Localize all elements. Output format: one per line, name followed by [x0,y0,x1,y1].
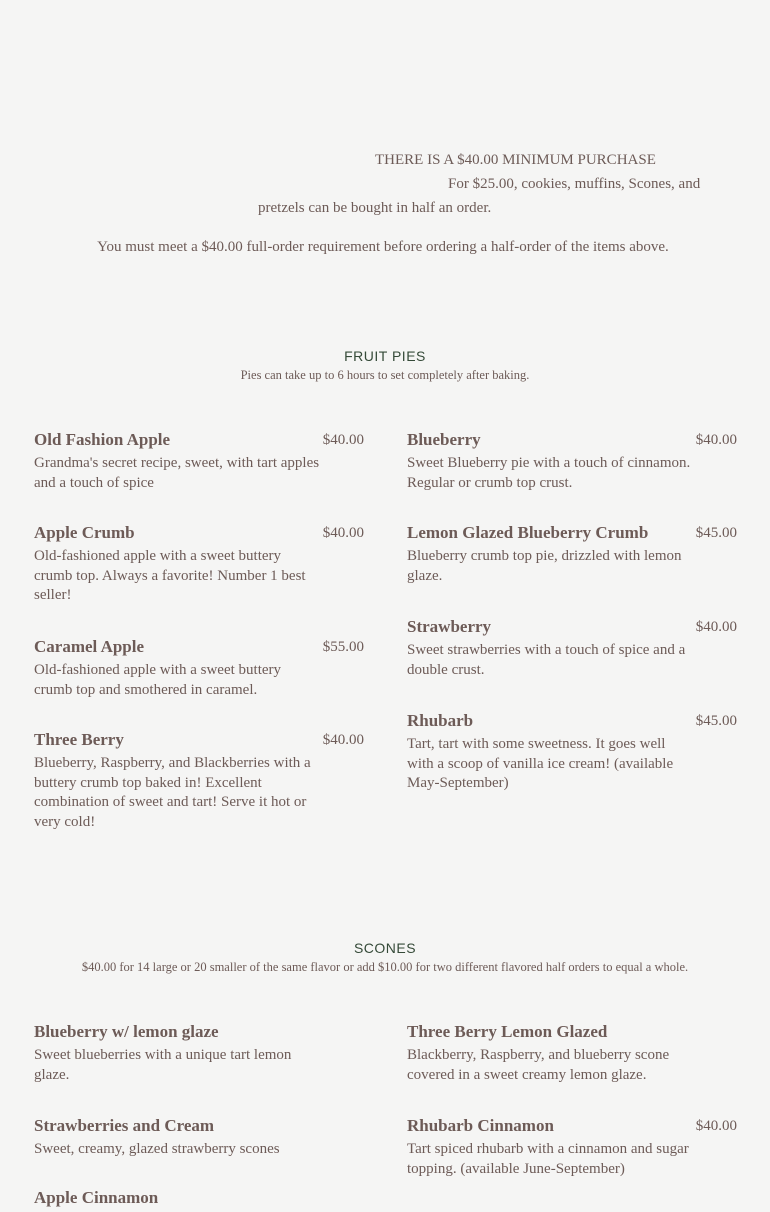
item-description: Sweet, creamy, glazed strawberry scones [34,1141,280,1157]
item-name: Apple Cinnamon [34,1188,159,1207]
item-name: Caramel Apple [34,637,145,656]
item-price: $55.00 [322,639,364,655]
menu-item-three-berry [34,729,364,832]
half-order-notice-line1: For $25.00, cookies, muffins, Scones, and [448,176,701,192]
item-name: Strawberries and Cream [34,1116,215,1135]
item-price: $40.00 [695,1118,737,1134]
menu-item-strawberry [407,616,737,680]
menu-item-old-fashion-apple [34,429,364,493]
item-price: $45.00 [695,713,737,729]
item-price: $40.00 [322,732,364,748]
menu-item-rhubarb-cinnamon [407,1115,737,1179]
item-description: Sweet blueberries with a unique tart lemon glaze. [34,1047,292,1083]
menu-item-apple-cinnamon [34,1187,364,1212]
scones-subtitle: $40.00 for 14 large or 20 smaller of the same flavor or add $10.00 for two different flavored half orders to equal a whole. [81,960,689,974]
item-price: $45.00 [695,525,737,541]
menu-item-apple-crumb [34,522,364,606]
full-order-requirement-notice: You must meet a $40.00 full-order requirement before ordering a half-order of the items above. [97,239,669,255]
item-name: Three Berry Lemon Glazed [407,1022,608,1041]
item-description: Old-fashioned apple with a sweet buttery crumb top. Always a favorite! Number 1 best seller! [34,548,306,604]
menu-item-blueberry [407,429,737,493]
item-name: Apple Crumb [34,523,135,542]
item-description: Tart spiced rhubarb with a cinnamon and sugar topping. (available June-September) [407,1141,689,1177]
menu-item-three-berry-lemon-glazed [407,1021,737,1085]
menu-item-blueberry-lemon-glaze [34,1021,364,1085]
item-price: $40.00 [322,525,364,541]
item-description: Blackberry, Raspberry, and blueberry scone covered in a sweet creamy lemon glaze. [407,1047,670,1083]
scones-title: SCONES [353,940,417,956]
item-description: Grandma's secret recipe, sweet, with tart apples and a touch of spice [34,455,320,491]
item-name: Blueberry w/ lemon glaze [34,1022,219,1041]
half-order-notice-line2: pretzels can be bought in half an order. [258,200,492,216]
menu-item-lemon-glazed-blueberry-crumb [407,522,737,586]
item-description: Blueberry, Raspberry, and Blackberries with a buttery crumb top baked in! Excellent combination of sweet and tart! Serve it hot or very cold! [34,755,311,830]
item-description: Old-fashioned apple with a sweet buttery crumb top and smothered in caramel. [34,662,282,698]
item-name: Lemon Glazed Blueberry Crumb [407,523,649,542]
menu-item-caramel-apple [34,636,364,700]
item-name: Three Berry [34,730,124,749]
item-description: Sweet strawberries with a touch of spice and a double crust. [407,642,686,678]
menu-item-strawberries-and-cream [34,1115,364,1160]
fruit-pies-title: FRUIT PIES [344,348,426,364]
item-description: Blueberry crumb top pie, drizzled with lemon glaze. [407,548,682,584]
minimum-purchase-notice: THERE IS A $40.00 MINIMUM PURCHASE [375,152,656,168]
item-name: Rhubarb Cinnamon [407,1116,554,1135]
fruit-pies-subtitle: Pies can take up to 6 hours to set completely after baking. [240,368,530,382]
item-description: Sweet Blueberry pie with a touch of cinnamon. Regular or crumb top crust. [407,455,691,491]
item-name: Old Fashion Apple [34,430,171,449]
menu-item-rhubarb [407,710,737,794]
item-description: Tart, tart with some sweetness. It goes well with a scoop of vanilla ice cream! (available May-September) [407,736,674,792]
item-price: $40.00 [695,432,737,448]
item-name: Blueberry [407,430,481,449]
item-name: Rhubarb [407,711,474,730]
item-price: $40.00 [695,619,737,635]
item-price: $40.00 [322,432,364,448]
item-name: Strawberry [407,617,492,636]
